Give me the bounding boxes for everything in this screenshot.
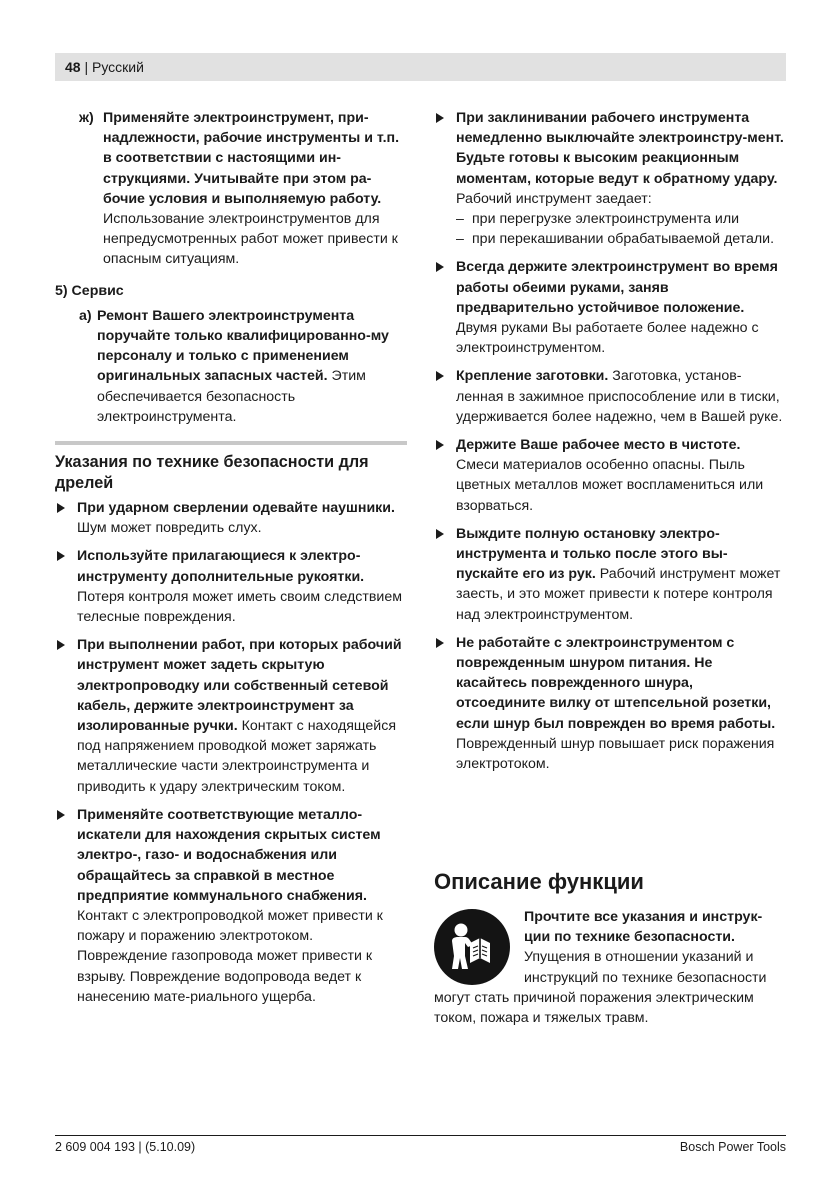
- dash-text: при перегрузке электроинструмента или: [472, 211, 740, 228]
- item-zh-bold: Применяйте электроинструмент, при-надлежности, рабочие инструменты и т.п. в соответствии с настоящими ин-струкциями. Учитывайте при этом ра-бочие условия и выполняемую работу.: [103, 110, 400, 207]
- bullet-normal: Поврежденный шнур повышает риск поражения электротоком.: [456, 735, 775, 773]
- item-zh-marker: ж): [79, 110, 94, 126]
- list-item: [434, 108, 786, 249]
- bullet-triangle-icon: [436, 529, 444, 539]
- bullet-bold: Применяйте соответствующие металло-искатели для нахождения скрытых систем электро-, газо- и водоснабжения или обращайтесь за справкой в местное предприятие коммунального снабжения.: [77, 806, 381, 904]
- list-item: [55, 498, 407, 538]
- bullet-triangle-icon: [436, 113, 444, 123]
- dash-item: [456, 229, 786, 249]
- bullet-bold: Всегда держите электроинструмент во время работы обеими руками, заняв предварительно устойчивое положение.: [456, 259, 778, 316]
- left-column: [55, 108, 407, 1015]
- bullet-triangle-icon: [436, 371, 444, 381]
- bullet-normal: Контакт с электропроводкой может привести к пожару и поражению электротоком. Повреждение газопровода может привести к взрыву. Повреждение водопровода ведет к нанесению мате-риального ущерба.: [77, 907, 383, 1005]
- item-zh: [55, 108, 407, 270]
- list-item: [434, 435, 786, 516]
- bullet-bold: Не работайте с электроинструментом с поврежденным шнуром питания. Не касайтесь поврежденного шнура, отсоедините вилку от штепсельной розетки, если шнур был поврежден во время работы.: [456, 634, 776, 732]
- bullet-triangle-icon: [436, 440, 444, 450]
- bullet-bold: При заклинивании рабочего инструмента немедленно выключайте электроинстру-мент. Будьте готовы к высоким реакционным моментам, которые ведут к обратному удару.: [456, 110, 784, 187]
- page-number: 48: [65, 59, 81, 75]
- bullet-bold: Крепление заготовки.: [456, 368, 609, 385]
- bullet-normal: Рабочий инструмент заедает:: [456, 190, 652, 207]
- dash-mark: –: [456, 211, 464, 228]
- list-item: [434, 524, 786, 625]
- bullet-normal: Рабочий инструмент может заесть, и это может привести к потере контроля над электроинструментом.: [456, 566, 781, 623]
- list-item: [434, 257, 786, 358]
- list-item: [434, 633, 786, 774]
- page-header: [55, 53, 786, 81]
- bullet-normal: Контакт с находящейся под напряжением проводкой может заряжать металлические части электроинструмента и приводить к удару электрическим током.: [77, 718, 397, 795]
- footer-doc-code: 2 609 004 193 | (5.10.09): [55, 1140, 196, 1154]
- bullet-normal: Заготовка, установ-ленная в зажимное приспособление или в тиски, удерживается более надежно, чем в Вашей руке.: [456, 368, 783, 425]
- bullet-normal: Потеря контроля может иметь своим следствием телесные повреждения.: [77, 588, 402, 626]
- bullet-bold: При выполнении работ, при которых рабочий инструмент может задеть скрытую электропроводку или собственный сетевой кабель, держите электроинструмент за изолированные ручки.: [77, 637, 402, 735]
- header-language: Русский: [92, 59, 144, 75]
- dash-text: при перекашивании обрабатываемой детали.: [472, 231, 775, 248]
- item-a-marker: а): [79, 307, 92, 324]
- bullet-bold: Используйте прилагающиеся к электро-инструменту дополнительные рукоятки.: [77, 548, 365, 585]
- bullet-bold: Держите Ваше рабочее место в чистоте.: [456, 437, 741, 454]
- function-normal-text: Упущения в отношении указаний и инструкций по технике безопасности могут стать причиной поражения электрическим током, пожара и тяжелых травм.: [434, 949, 767, 1027]
- bullet-triangle-icon: [57, 503, 65, 513]
- dash-item: [456, 209, 786, 229]
- drill-safety-heading: Указания по технике безопасности для дрелей: [55, 453, 369, 493]
- function-bold-text: Прочтите все указания и инструк-ции по технике безопасности.: [524, 909, 763, 946]
- list-item: [55, 546, 407, 627]
- header-separator: |: [80, 59, 92, 75]
- bullet-triangle-icon: [436, 638, 444, 648]
- list-item: [434, 366, 786, 427]
- read-manual-icon: [434, 909, 510, 985]
- bullet-triangle-icon: [57, 551, 65, 561]
- bullet-bold: При ударном сверлении одевайте наушники.: [77, 500, 395, 517]
- bullet-normal: Шум может повредить слух.: [77, 520, 262, 537]
- section-divider: [55, 441, 407, 445]
- footer-divider: [55, 1135, 786, 1136]
- bullet-triangle-icon: [57, 640, 65, 650]
- list-item: [55, 805, 407, 1007]
- section-5-title: 5) Сервис: [55, 282, 124, 299]
- bullet-bold: Выждите полную остановку электро-инструмента и только после этого вы-пускайте его из рук.: [456, 525, 728, 583]
- bullet-normal: Смеси материалов особенно опасны. Пыль цветных металлов может воспламениться или взорваться.: [456, 457, 764, 514]
- list-item: [55, 635, 407, 797]
- read-instructions-block: [434, 907, 786, 1028]
- item-a: [55, 306, 407, 427]
- item-a-normal: Этим обеспечивается безопасность электроинструмента.: [97, 368, 366, 425]
- bullet-normal: Двумя руками Вы работаете более надежно с электроинструментом.: [456, 320, 759, 357]
- function-description-title: Описание функции: [434, 869, 644, 894]
- right-column: [434, 108, 786, 782]
- item-zh-normal: Использование электроинструментов для непредусмотренных работ может привести к опасным ситуациям.: [103, 211, 398, 268]
- bullet-triangle-icon: [436, 262, 444, 272]
- dash-mark: –: [456, 231, 464, 248]
- item-a-bold: Ремонт Вашего электроинструмента поручайте только квалифицированно-му персоналу и только с применением оригинальных запасных частей.: [97, 307, 389, 385]
- footer-brand: Bosch Power Tools: [679, 1140, 786, 1154]
- bullet-triangle-icon: [57, 810, 65, 820]
